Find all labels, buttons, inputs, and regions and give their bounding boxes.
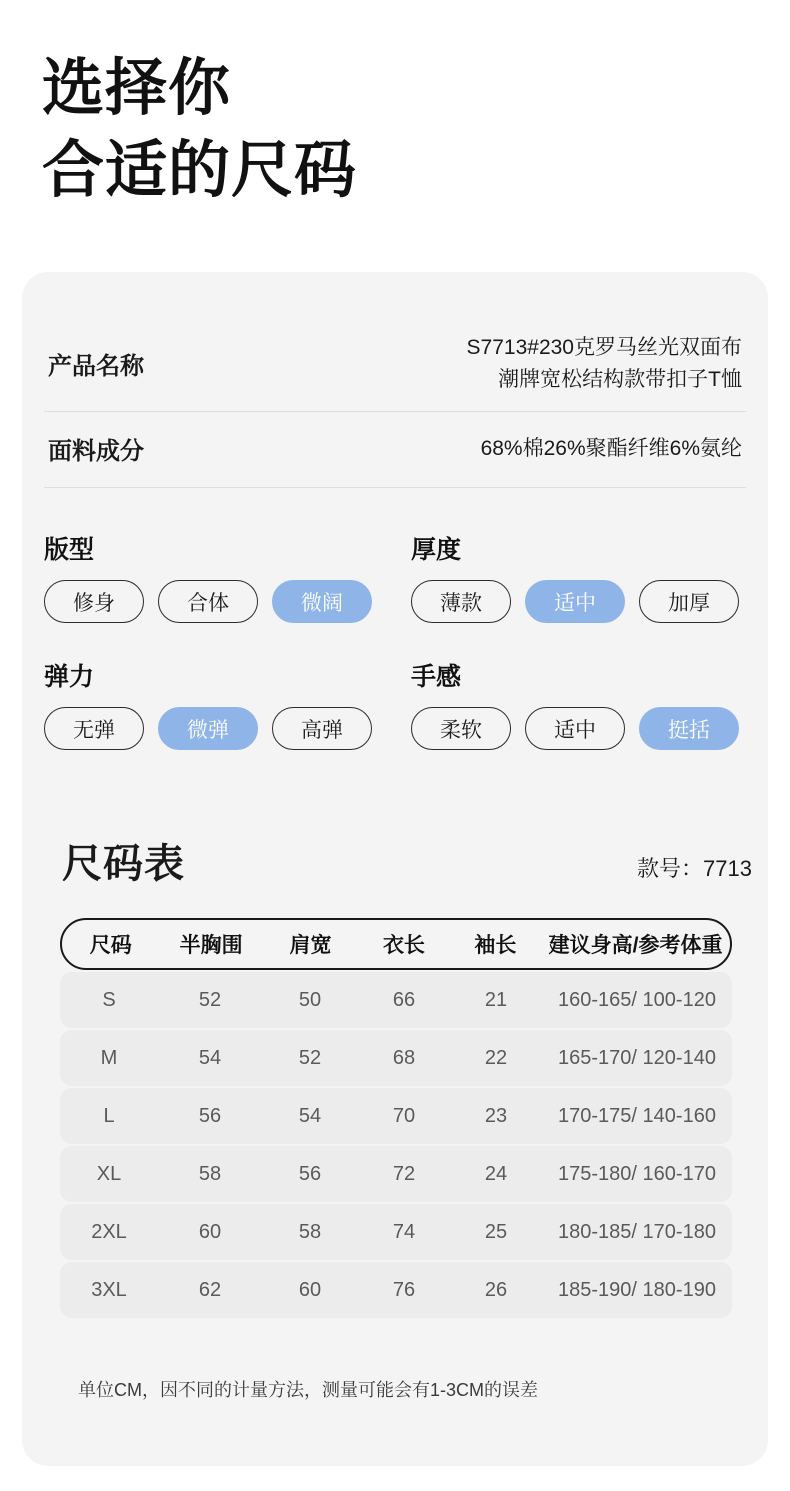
column-header-length: 衣长	[382, 934, 425, 957]
size-table	[60, 918, 732, 1318]
cell-sleeve: 22	[484, 1046, 508, 1069]
spec-row-fabric	[44, 412, 746, 488]
table-row	[60, 1146, 732, 1202]
cell-length: 76	[392, 1278, 416, 1301]
cell-size: 2XL	[91, 1220, 127, 1243]
cell-sleeve: 24	[484, 1162, 508, 1185]
table-header-row	[60, 918, 732, 970]
cell-shoulder: 52	[298, 1046, 322, 1069]
attribute-group-thickness	[411, 530, 750, 623]
cell-shoulder: 56	[298, 1162, 322, 1185]
page-title-line-1: 选择你	[42, 54, 232, 123]
page-title-line-2: 合适的尺码	[42, 135, 358, 205]
spec-label: 产品名称	[48, 353, 144, 380]
size-chart-header	[62, 832, 752, 889]
cell-height-weight: 180-185/ 170-180	[558, 1220, 716, 1243]
column-header-height-weight: 建议身高/参考体重	[548, 934, 723, 957]
attribute-title: 厚度	[411, 536, 462, 564]
table-row	[60, 1262, 732, 1318]
cell-shoulder: 50	[298, 988, 322, 1011]
table-row	[60, 972, 732, 1028]
cell-shoulder: 54	[298, 1104, 322, 1127]
spec-label: 面料成分	[48, 438, 144, 465]
cell-length: 68	[392, 1046, 416, 1069]
attribute-options	[44, 707, 383, 750]
product-info-card	[22, 272, 768, 1466]
cell-size: M	[100, 1046, 118, 1069]
table-row	[60, 1204, 732, 1260]
attribute-options	[411, 707, 750, 750]
cell-size: L	[103, 1104, 115, 1127]
style-number: 款号：7713	[637, 856, 752, 881]
cell-sleeve: 25	[484, 1220, 508, 1243]
spec-value	[467, 332, 742, 395]
attribute-chip-thickness-1[interactable]: 薄款	[411, 580, 511, 623]
cell-shoulder: 60	[298, 1278, 322, 1301]
spec-table	[44, 318, 746, 488]
cell-size: 3XL	[91, 1278, 127, 1301]
attribute-title: 弹力	[44, 663, 95, 691]
cell-half-chest: 58	[198, 1162, 222, 1185]
attribute-chip-thickness-2[interactable]: 适中	[525, 580, 625, 623]
spec-value-line: 68%棉26%聚酯纤维6%氨纶	[480, 436, 742, 460]
column-header-half-chest: 半胸围	[179, 934, 243, 957]
page-title	[42, 48, 357, 212]
cell-half-chest: 60	[198, 1220, 222, 1243]
cell-size: S	[102, 988, 116, 1011]
cell-half-chest: 54	[198, 1046, 222, 1069]
attribute-title: 版型	[44, 536, 95, 564]
cell-half-chest: 62	[198, 1278, 222, 1301]
attribute-options	[411, 580, 750, 623]
size-chart-title: 尺码表	[62, 842, 185, 886]
cell-sleeve: 26	[484, 1278, 508, 1301]
cell-height-weight: 175-180/ 160-170	[558, 1162, 716, 1185]
attribute-group-handfeel	[411, 657, 750, 750]
attribute-group-fit	[44, 530, 383, 623]
column-header-size: 尺码	[89, 934, 132, 957]
column-header-shoulder: 肩宽	[289, 934, 332, 957]
attribute-chip-elasticity-2[interactable]: 微弹	[158, 707, 258, 750]
cell-length: 72	[392, 1162, 416, 1185]
cell-size: XL	[96, 1162, 122, 1185]
column-header-sleeve: 袖长	[474, 934, 517, 957]
attribute-chip-elasticity-1[interactable]: 无弹	[44, 707, 144, 750]
measurement-note: 单位CM，因不同的计量方法，测量可能会有1-3CM的误差	[78, 1380, 538, 1400]
spec-value-line: S7713#230克罗马丝光双面布	[466, 336, 742, 359]
cell-length: 74	[392, 1220, 416, 1243]
cell-height-weight: 160-165/ 100-120	[558, 988, 716, 1011]
spec-value-line: 潮牌宽松结构款带扣子T恤	[498, 367, 742, 391]
spec-row-product-name	[44, 318, 746, 412]
cell-height-weight: 165-170/ 120-140	[558, 1046, 716, 1069]
cell-height-weight: 170-175/ 140-160	[558, 1104, 716, 1127]
cell-sleeve: 21	[484, 988, 508, 1011]
table-row	[60, 1088, 732, 1144]
cell-height-weight: 185-190/ 180-190	[558, 1278, 716, 1301]
attribute-groups	[44, 530, 750, 750]
spec-value	[481, 433, 742, 465]
cell-half-chest: 56	[198, 1104, 222, 1127]
cell-length: 70	[392, 1104, 416, 1127]
attribute-chip-handfeel-3[interactable]: 挺括	[639, 707, 739, 750]
cell-sleeve: 23	[484, 1104, 508, 1127]
attribute-chip-fit-1[interactable]: 修身	[44, 580, 144, 623]
attribute-chip-elasticity-3[interactable]: 高弹	[272, 707, 372, 750]
cell-half-chest: 52	[198, 988, 222, 1011]
attribute-chip-handfeel-1[interactable]: 柔软	[411, 707, 511, 750]
table-row	[60, 1030, 732, 1086]
cell-shoulder: 58	[298, 1220, 322, 1243]
attribute-chip-thickness-3[interactable]: 加厚	[639, 580, 739, 623]
attribute-chip-fit-3[interactable]: 微阔	[272, 580, 372, 623]
attribute-options	[44, 580, 383, 623]
attribute-title: 手感	[411, 663, 462, 691]
attribute-chip-handfeel-2[interactable]: 适中	[525, 707, 625, 750]
attribute-group-elasticity	[44, 657, 383, 750]
cell-length: 66	[392, 988, 416, 1011]
attribute-chip-fit-2[interactable]: 合体	[158, 580, 258, 623]
